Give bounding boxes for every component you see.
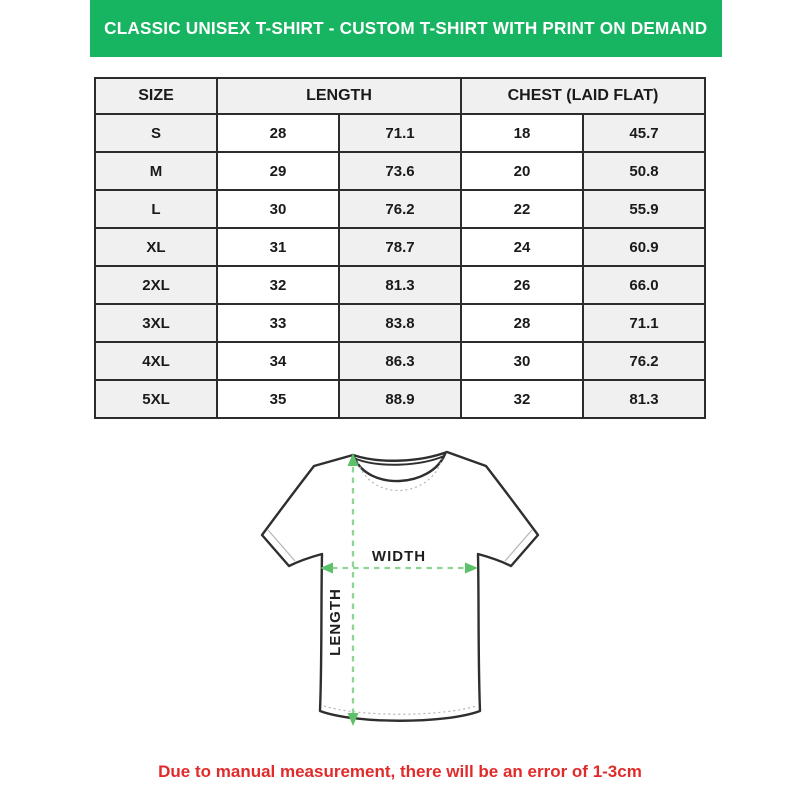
size-table xyxy=(94,77,706,419)
length-cm-cell: 78.7 xyxy=(339,228,461,266)
length-in-cell: 33 xyxy=(217,304,339,342)
length-in-cell: 34 xyxy=(217,342,339,380)
header-size: SIZE xyxy=(95,78,217,114)
tshirt-outline xyxy=(262,452,538,721)
chest-cm-cell: 66.0 xyxy=(583,266,705,304)
size-cell: XL xyxy=(95,228,217,266)
table-row xyxy=(95,114,705,152)
length-in-cell: 32 xyxy=(217,266,339,304)
size-cell: L xyxy=(95,190,217,228)
chest-cm-cell: 50.8 xyxy=(583,152,705,190)
chest-cm-cell: 81.3 xyxy=(583,380,705,418)
size-cell: 4XL xyxy=(95,342,217,380)
length-in-cell: 31 xyxy=(217,228,339,266)
header-length: LENGTH xyxy=(217,78,461,114)
chest-cm-cell: 71.1 xyxy=(583,304,705,342)
width-label: WIDTH xyxy=(371,548,427,565)
table-header-row xyxy=(95,78,705,114)
chest-in-cell: 30 xyxy=(461,342,583,380)
length-cm-cell: 88.9 xyxy=(339,380,461,418)
length-cm-cell: 81.3 xyxy=(339,266,461,304)
header-chest: CHEST (LAID FLAT) xyxy=(461,78,705,114)
chest-cm-cell: 55.9 xyxy=(583,190,705,228)
chest-in-cell: 20 xyxy=(461,152,583,190)
size-cell: 5XL xyxy=(95,380,217,418)
tshirt-measurement-diagram xyxy=(240,435,560,745)
chest-in-cell: 26 xyxy=(461,266,583,304)
length-in-cell: 28 xyxy=(217,114,339,152)
table-row xyxy=(95,342,705,380)
chest-in-cell: 32 xyxy=(461,380,583,418)
table-row xyxy=(95,152,705,190)
length-in-cell: 29 xyxy=(217,152,339,190)
chest-in-cell: 18 xyxy=(461,114,583,152)
measurement-error-note: Due to manual measurement, there will be an error of 1-3cm xyxy=(158,762,642,781)
size-cell: S xyxy=(95,114,217,152)
length-cm-cell: 83.8 xyxy=(339,304,461,342)
size-cell: M xyxy=(95,152,217,190)
length-cm-cell: 71.1 xyxy=(339,114,461,152)
chest-cm-cell: 45.7 xyxy=(583,114,705,152)
table-row xyxy=(95,190,705,228)
table-row xyxy=(95,380,705,418)
length-label: LENGTH xyxy=(327,588,344,656)
table-row xyxy=(95,228,705,266)
length-in-cell: 35 xyxy=(217,380,339,418)
length-cm-cell: 86.3 xyxy=(339,342,461,380)
length-cm-cell: 73.6 xyxy=(339,152,461,190)
chest-cm-cell: 76.2 xyxy=(583,342,705,380)
size-cell: 2XL xyxy=(95,266,217,304)
chest-in-cell: 24 xyxy=(461,228,583,266)
length-in-cell: 30 xyxy=(217,190,339,228)
chest-in-cell: 28 xyxy=(461,304,583,342)
chest-in-cell: 22 xyxy=(461,190,583,228)
size-cell: 3XL xyxy=(95,304,217,342)
table-row xyxy=(95,266,705,304)
length-cm-cell: 76.2 xyxy=(339,190,461,228)
banner xyxy=(90,0,722,57)
chest-cm-cell: 60.9 xyxy=(583,228,705,266)
page-title: CLASSIC UNISEX T-SHIRT - CUSTOM T-SHIRT WITH PRINT ON DEMAND xyxy=(104,18,708,38)
table-row xyxy=(95,304,705,342)
